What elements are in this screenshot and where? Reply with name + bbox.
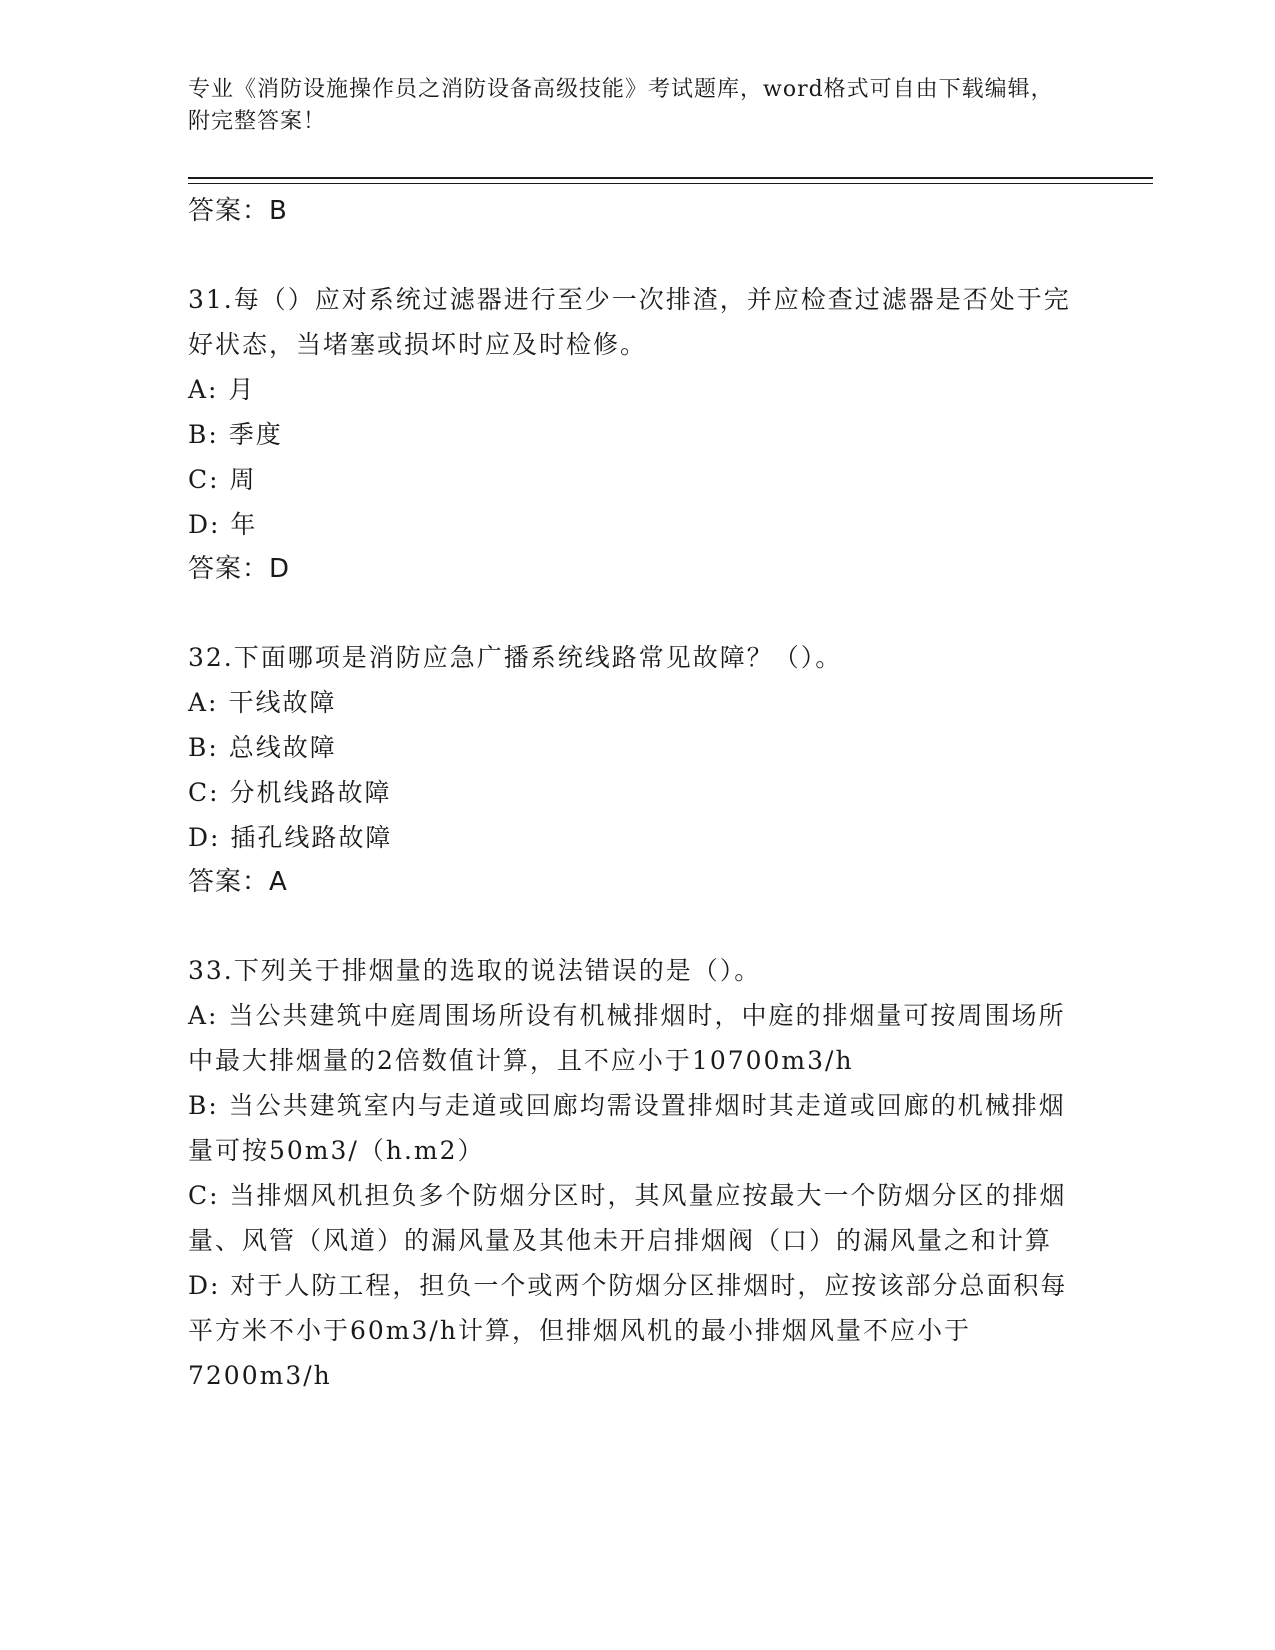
question-stem: 33.下列关于排烟量的选取的说法错误的是（）。 — [188, 956, 762, 985]
option-label: B: — [188, 733, 219, 762]
header-rule-thick — [188, 177, 1153, 179]
option-text: 当公共建筑中庭周围场所设有机械排烟时，中庭的排烟量可按周围场所中最大排烟量的2倍数值计算，且不应小于10700m3/h — [188, 1001, 1066, 1075]
option-label: A: — [188, 688, 219, 717]
option-label: B: — [188, 420, 219, 449]
option-d — [188, 1263, 1088, 1398]
question-stem: 32.下面哪项是消防应急广播系统线路常见故障？（）。 — [188, 643, 843, 672]
option-label: A: — [188, 375, 219, 404]
option-label: C: — [188, 465, 220, 494]
option-label: D: — [188, 1271, 221, 1300]
spacer — [188, 904, 1088, 948]
question-32 — [188, 635, 1088, 904]
answer: 答案：D — [188, 554, 291, 584]
option-text: 周 — [229, 465, 257, 494]
option-text: 对于人防工程，担负一个或两个防烟分区排烟时，应按该部分总面积每平方米不小于60m3/h计算，但排烟风机的最小排烟风量不应小于7200m3/h — [188, 1271, 1068, 1390]
option-text: 当排烟风机担负多个防烟分区时，其风量应按最大一个防烟分区的排烟量、风管（风道）的漏风量及其他未开启排烟阀（口）的漏风量之和计算 — [188, 1181, 1067, 1255]
option-b — [188, 1083, 1088, 1173]
option-label: C: — [188, 1181, 220, 1210]
option-label: D: — [188, 510, 221, 539]
page-header: 专业《消防设施操作员之消防设备高级技能》考试题库，word格式可自由下载编辑，附完整答案！ — [188, 77, 1054, 134]
option-a — [188, 993, 1088, 1083]
question-stem: 31.每（）应对系统过滤器进行至少一次排渣，并应检查过滤器是否处于完好状态，当堵塞或损坏时应及时检修。 — [188, 285, 1071, 359]
question-33 — [188, 948, 1088, 1398]
option-d — [188, 502, 1088, 547]
option-a — [188, 367, 1088, 412]
option-label: C: — [188, 778, 220, 807]
option-text: 月 — [228, 375, 256, 404]
option-text: 干线故障 — [228, 688, 337, 717]
option-b — [188, 725, 1088, 770]
option-text: 分机线路故障 — [229, 778, 392, 807]
option-text: 年 — [230, 510, 258, 539]
option-d — [188, 815, 1088, 860]
question-31 — [188, 277, 1088, 591]
spacer — [188, 591, 1088, 635]
option-c — [188, 1173, 1088, 1263]
option-c — [188, 770, 1088, 815]
question-list — [188, 189, 1088, 1398]
option-text: 当公共建筑室内与走道或回廊均需设置排烟时其走道或回廊的机械排烟量可按50m3/（h.m2） — [188, 1091, 1066, 1165]
spacer — [188, 233, 1088, 277]
previous-answer: 答案：B — [188, 196, 288, 226]
header-rule-thin — [188, 183, 1153, 184]
option-text: 插孔线路故障 — [230, 823, 393, 852]
option-label: A: — [188, 1001, 219, 1030]
option-label: D: — [188, 823, 221, 852]
option-label: B: — [188, 1091, 219, 1120]
option-text: 季度 — [228, 420, 283, 449]
option-c — [188, 457, 1088, 502]
option-a — [188, 680, 1088, 725]
answer: 答案：A — [188, 867, 288, 897]
option-text: 总线故障 — [228, 733, 337, 762]
option-b — [188, 412, 1088, 457]
